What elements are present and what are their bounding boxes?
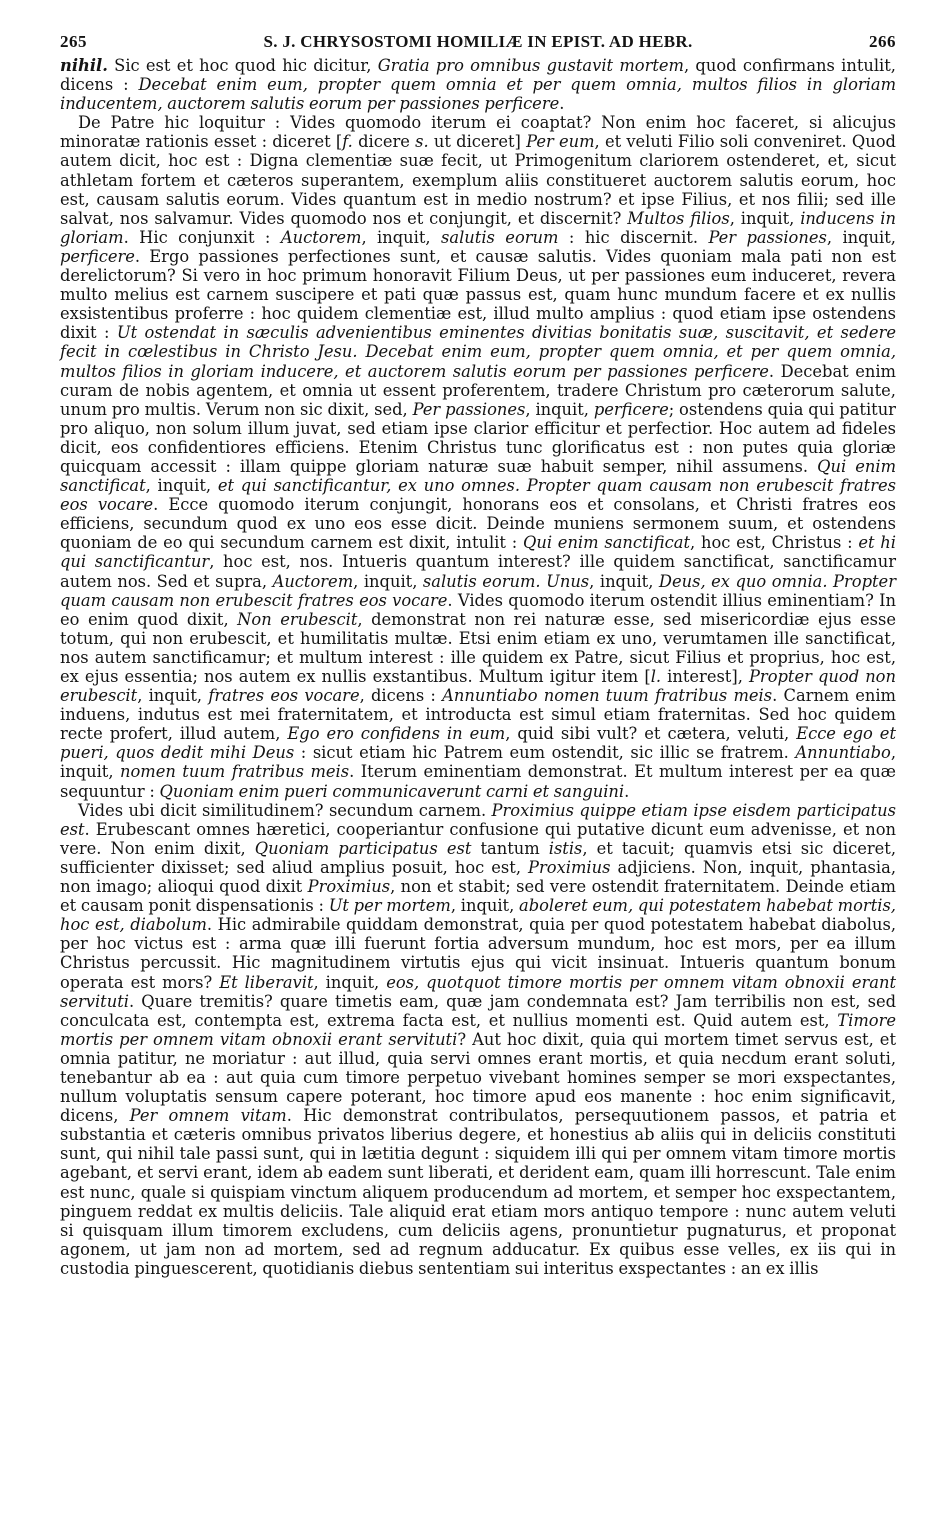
- italic-run: Propter quod non erubescit: [60, 667, 896, 706]
- italic-run: Qui enim sanctificat: [60, 456, 897, 496]
- text-run: . Carnem enim induens, indutus est mei fraternitatem, et introducta est simul etiam fraternitas. Sed hoc quidem recte profert, illud autem,: [60, 686, 896, 744]
- italic-run: Quoniam participatus est: [254, 838, 472, 858]
- paragraph: [60, 801, 896, 1278]
- running-title: S. J. CHRYSOSTOMI HOMILIÆ IN EPIST. AD HEBR.: [263, 32, 693, 51]
- italic-run: Et liberavit: [219, 972, 314, 992]
- italic-run: nihil.: [60, 56, 108, 75]
- italic-run: l.: [650, 667, 662, 686]
- italic-run: Per eum: [526, 132, 595, 152]
- italic-run: Timore mortis per omnem vitam obnoxii erant servituti: [60, 1010, 896, 1049]
- text-body: [60, 56, 896, 1278]
- italic-run: Auctorem: [272, 571, 354, 591]
- italic-run: Ut per mortem: [328, 896, 451, 916]
- text-run: interest],: [661, 667, 749, 686]
- italic-run: Annuntiabo: [795, 743, 891, 763]
- italic-run: salutis eorum. Unus: [422, 571, 590, 591]
- text-run: , quod confirmans intulit, dicens :: [60, 56, 896, 95]
- italic-run: perficere: [593, 399, 669, 419]
- text-run: . Hic demonstrat contribulatos, persequutionem passos, et patria et substantia et cæteris omnibus privatos liberius degere, et honestius ab aliis qui in deliciis constituti sunt, qui nihil tale passi sunt, qui in lætitia degunt : siquidem illi qui per omnem vitam timore mortis agebant, et servi erant, idem ab eadem sunt liberati, et derident eam, quam illi horrescunt. Tale enim est nunc, quale si quispiam vinctum aliquem producendum ad mortem, et semper hoc exspectantem, pinguem reddat ex multis deliciis. Tale aliquid erat etiam mors antiquo tempore : nunc autem veluti si quisquam illum timorem excludens, cum deliciis agens, pronuntietur pugnaturus, et proponat agonem, ut jam non ad mortem, sed ad regnum adducatur. Ex quibus esse velles, ex iis qui in custodia pinguescerent, quotidianis diebus sententiam sui interitus exspectantes : an ex illis: [60, 1106, 897, 1278]
- text-run: . Hic admirabile quiddam demonstrat, quia per quod potestatem habebat diabolus, per hoc victus est : arma quæ illi fuerunt fortia adversum mundum, hoc est mors, per ea illum Christus percussit. Hic magnitudinem virtutis ejus qui vicit insinuat. Intueris quantum bonum operata est mors?: [60, 915, 896, 992]
- text-run: .: [559, 94, 565, 114]
- text-run: , et tacuit; quamvis etsi sic diceret, sufficienter dixisset; sed aliud amplius posuit, hoc est,: [60, 838, 897, 877]
- italic-run: aboleret eum, qui potestatem habebat mortis, hoc est, diabolum: [60, 896, 896, 935]
- text-run: , inquit,: [729, 208, 801, 228]
- italic-run: Per omnem vitam: [129, 1106, 287, 1126]
- text-run: adjiciens. Non, inquit, phantasia, non imago; alioqui quod dixit: [60, 857, 896, 897]
- italic-run: et hi qui sanctificantur: [60, 533, 896, 572]
- text-run: , inquit,: [137, 686, 209, 706]
- italic-run: Decebat enim eum, propter quem omnia et per quem omnia, multos filios in gloriam inducentem, auctorem salutis eorum per passiones perficere: [60, 75, 897, 114]
- italic-run: perficere: [60, 246, 135, 266]
- text-run: , inquit,: [60, 743, 896, 782]
- italic-run: Gratia pro omnibus gustavit mortem: [377, 56, 684, 75]
- italic-run: Deus, ex quo omnia. Propter quam causam non erubescit fratres eos vocare: [60, 571, 896, 610]
- text-run: . Erubescant omnes hæretici, cooperiantur confusione qui putative dicunt eum advenisse, et non vere. Non enim dixit,: [60, 819, 896, 858]
- page-number-right: 266: [869, 32, 896, 51]
- italic-run: et qui sanctificantur, ex uno omnes. Propter quam causam non erubescit fratres eos vocare: [60, 476, 896, 515]
- text-run: , inquit,: [589, 571, 659, 591]
- running-header: [60, 32, 896, 52]
- text-run: , quid sibi vult? et cætera, veluti,: [505, 724, 797, 744]
- text-run: , et veluti Filio soli conveniret. Quod autem dicit, hoc est : Digna clementiæ suæ fecit, ut Primogenitum clariorem ostenderet, et, sicut athletam fortem et cæteros superantem, exemplum aliis constitueret auctorem salutis eorum, hoc est, causam salutis eorum. Vides quantum est in medio nostrum? et ipse Filius, et nos filii; sed ille salvat, nos salvamur. Vides quomodo nos et conjungit, et discernit?: [60, 132, 896, 228]
- text-run: , non et stabit; sed vere ostendit fraternitatem. Deinde etiam et causam ponit dispensationis :: [60, 877, 896, 916]
- italic-run: Per passiones: [708, 227, 827, 247]
- italic-run: eos, quotquot timore mortis per omnem vitam obnoxii erant servituti: [60, 972, 897, 1011]
- italic-run: Proximius: [307, 877, 391, 897]
- text-run: . Iterum eminentiam demonstrat. Et multum interest per ea quæ sequuntur :: [60, 762, 896, 801]
- text-run: ; ostendens quia qui patitur pro aliquo, non solum illum juvat, sed etiam ipse clarior efficitur et perfectior. Hoc autem ad fideles dicit, eos confidentiores efficiens. Etenim Christus tunc glorificatus est : non putes quia gloriæ quicquam accessit : illam quippe gloriam naturæ suæ habuit semper, nihil assumens.: [60, 399, 896, 476]
- bold-run: [60, 56, 108, 75]
- italic-run: Auctorem: [280, 227, 362, 247]
- text-run: , inquit,: [361, 227, 442, 247]
- text-run: De Patre hic loquitur : Vides quomodo iterum ei coaptat? Non enim hoc faceret, si alicujus minoratæ rationis esset : diceret [: [60, 113, 896, 152]
- text-run: , inquit,: [525, 399, 594, 419]
- text-run: , hoc est, Christus :: [690, 533, 859, 553]
- text-run: : sicut etiam hic Patrem eum ostendit, sic illic se fratrem.: [294, 743, 796, 763]
- italic-run: Non erubescit: [237, 609, 358, 629]
- italic-run: salutis eorum: [441, 227, 559, 247]
- italic-run: Per passiones: [412, 399, 526, 419]
- text-run: , inquit,: [450, 896, 519, 916]
- text-run: . Decebat enim curam de nobis agentem, et omnia ut essent proferentem, tradere Christum pro cæterorum salute, unum pro multis. Verum non sic dixit, sed,: [60, 361, 896, 419]
- text-run: ? Aut hoc dixit, quia qui mortem timet servus est, et omnia patitur, ne moriatur : aut illud, quia servi omnes erant mortis, et quia necdum erant soluti, tenebantur ab ea : aut quia cum timore perpetuo vivebant homines semper se mori exspectantes, nullum voluptatis sensum capere poterant, hoc timore apud eos manente : hoc enim significavit, dicens,: [60, 1029, 896, 1126]
- italic-run: s.: [415, 132, 429, 152]
- text-run: Sic est et hoc quod hic dicitur,: [107, 56, 378, 75]
- text-run: , inquit,: [826, 227, 896, 247]
- text-run: .: [624, 781, 630, 801]
- italic-run: Annuntiabo nomen tuum fratribus meis: [442, 686, 773, 706]
- italic-run: f.: [342, 132, 353, 152]
- italic-run: Proximius: [528, 857, 611, 877]
- text-run: tantum: [471, 838, 549, 858]
- text-run: , dicens :: [359, 686, 443, 706]
- italic-run: Ego ero confidens in eum: [287, 724, 506, 744]
- italic-run: Qui enim sanctificat: [522, 533, 690, 553]
- text-run: . Vides quomodo iterum ostendit illius eminentiam? In eo enim quod dixit,: [60, 590, 896, 629]
- text-run: , hoc est, nos. Intueris quantum interest? ille quidem sanctificat, sanctificamur autem nos. Sed et supra,: [60, 552, 896, 591]
- text-run: , inquit,: [313, 972, 387, 992]
- italic-run: Proximius quippe etiam ipse eisdem participatus est: [60, 800, 896, 839]
- text-run: . Ergo passiones perfectiones sunt, et causæ salutis. Vides quoniam mala pati non est derelictorum? Si vero in hoc primum honoravit Filium Deus, ut per passiones eum induceret, revera multo melius est carnem suscipere et pati quæ passus est, quam hunc mundum facere et ex nullis exsistentibus proferre : hoc quidem clementiæ est, illud multo amplius : quod etiam ipse ostendens dixit :: [60, 246, 896, 343]
- italic-run: Quoniam enim pueri communicaverunt carni et sanguini: [159, 781, 625, 801]
- text-run: dicere: [352, 132, 416, 152]
- text-run: ut diceret]: [428, 132, 527, 152]
- italic-run: Multos filios: [627, 208, 730, 228]
- paragraph: [60, 113, 896, 800]
- text-run: . Ecce quomodo iterum conjungit, honorans eos et consolans, et Christi fratres eos efficiens, secundum quod ex uno eos esse dicit. Deinde muniens sermonem suum, et ostendens quoniam de eo qui secundum carnem est dixit, intulit :: [60, 495, 896, 553]
- text-run: , inquit,: [353, 571, 423, 591]
- text-run: , inquit,: [145, 476, 218, 496]
- italic-run: istis: [548, 838, 583, 858]
- text-run: Vides ubi dicit similitudinem? secundum carnem.: [78, 800, 492, 820]
- text-run: : hic discernit.: [558, 227, 709, 247]
- text-run: . Hic conjunxit :: [123, 227, 281, 247]
- italic-run: nomen tuum fratribus meis: [119, 762, 350, 782]
- italic-run: fratres eos vocare: [208, 686, 360, 706]
- italic-run: Ecce ego et pueri, quos dedit mihi Deus: [60, 724, 896, 763]
- text-run: . Quare tremitis? quare timetis eam, quæ jam condemnata est? Jam terribilis non est, sed conculcata est, contempta est, extrema facta est, et nullius momenti est. Quid autem est,: [60, 991, 896, 1030]
- paragraph: [60, 56, 896, 113]
- italic-run: inducens in gloriam: [60, 208, 896, 247]
- italic-run: Ut ostendat in sæculis advenientibus eminentes divitias bonitatis suæ, suscitavit, et sedere fecit in cœlestibus in Christo Jesu. Decebat enim eum, propter quem omnia, et per quem omnia, multos filios in gloriam inducere, et auctorem salutis eorum per passiones perficere: [60, 323, 896, 381]
- text-run: , demonstrat non rei naturæ esse, sed misericordiæ ejus esse totum, qui non erubescit, et humilitatis multæ. Etsi enim etiam ex uno, verumtamen ille sanctificat, nos autem sanctificamur; et multum interest : ille quidem ex Patre, sicut Filius et proprius, hoc est, ex ejus essentia; nos autem ex nullis exstantibus. Multum igitur item [: [60, 609, 897, 686]
- page-number-left: 265: [60, 32, 87, 51]
